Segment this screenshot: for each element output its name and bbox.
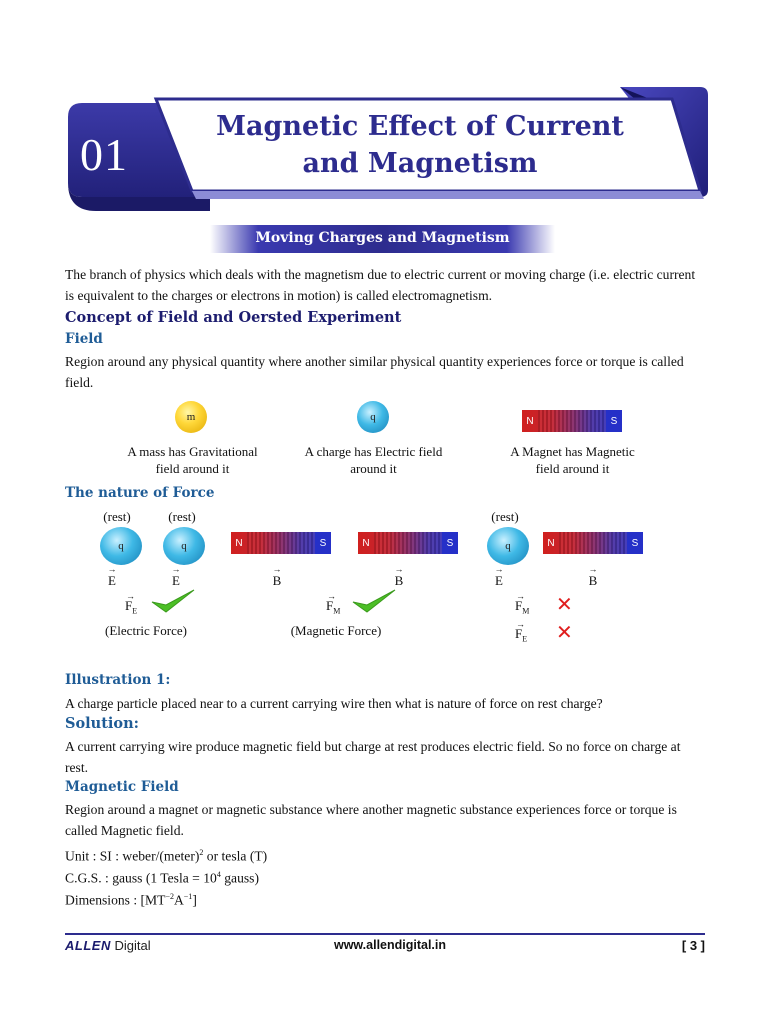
- force-magnetic: → $F_M$: [326, 591, 341, 616]
- magnet-north: N: [526, 415, 534, 427]
- bar-magnet-3: N S: [543, 532, 643, 554]
- vector-b-3: → B: [588, 564, 598, 588]
- field-paragraph: Region around any physical quantity where another similar physical quantity experiences force or torque is called field.: [65, 354, 684, 390]
- rest-label-1: (rest): [103, 509, 131, 524]
- footer-rule: [65, 933, 705, 935]
- mass-caption: A mass has Gravitational field around it: [127, 444, 258, 476]
- chapter-title-line-2: and Magnetism: [302, 148, 538, 179]
- cgs-line: C.G.S. : gauss (1 Tesla = $10^4$ gauss): [65, 870, 259, 886]
- vector-b-1: → B: [272, 564, 282, 588]
- magnet-caption: A Magnet has Magnetic field around it: [510, 444, 635, 476]
- chapter-number: 01: [80, 129, 128, 180]
- section-banner-text: Moving Charges and Magnetism: [255, 230, 510, 246]
- check-icon-electric: [150, 588, 196, 614]
- rest-label-3: (rest): [491, 509, 519, 524]
- footer-brand-suffix: Digital: [114, 938, 151, 953]
- charge-ball-3: q: [487, 527, 529, 565]
- charge-ball-1: q: [100, 527, 142, 565]
- mass-label: m: [186, 411, 196, 423]
- mass-ball: [175, 401, 207, 433]
- illustration-heading: Illustration 1:: [65, 672, 171, 688]
- concept-heading: Concept of Field and Oersted Experiment: [65, 309, 402, 326]
- cross-icon-electric: ✕: [556, 620, 573, 644]
- dimensions-line: Dimensions : $[MT^{-2}A^{-1}]$: [65, 892, 197, 908]
- vector-e-3: → E: [494, 564, 504, 588]
- magnetic-force-label: (Magnetic Force): [290, 623, 382, 638]
- vector-e-1: → E: [107, 564, 117, 588]
- magnetic-field-paragraph: Region around a magnet or magnetic substance where another magnetic substance experiences force or torque is called Magnetic field.: [65, 802, 677, 838]
- force-magnetic-rest: → $F_M$: [515, 591, 530, 616]
- force-electric: → $F_E$: [125, 591, 138, 616]
- chapter-title-line-1: Magnetic Effect of Current: [216, 111, 624, 142]
- footer-brand: [65, 938, 151, 953]
- charge-ball: [357, 401, 389, 433]
- magnet-south: S: [606, 410, 622, 432]
- cross-icon-magnetic: ✕: [556, 592, 573, 616]
- rest-label-2: (rest): [168, 509, 196, 524]
- intro-paragraph: The branch of physics which deals with the magnetism due to electric current or moving charge (i.e. electric current is equivalent to the charges or electrons in motion) is called electromagnetism.: [65, 267, 696, 303]
- allen-logo: ALLEN: [65, 938, 111, 953]
- magnetic-field-heading: Magnetic Field: [65, 779, 179, 795]
- nature-heading: The nature of Force: [65, 485, 215, 501]
- solution-paragraph: A current carrying wire produce magnetic field but charge at rest produces electric field. So no force on charge at rest.: [65, 739, 681, 775]
- chapter-title: [200, 108, 640, 182]
- field-heading: Field: [65, 331, 103, 347]
- charge-caption: A charge has Electric field around it: [304, 444, 443, 476]
- bar-magnet-2: N S: [358, 532, 458, 554]
- unit-line: Unit : SI : weber/(meter)$^2$ or tesla (T): [65, 848, 268, 864]
- vector-b-2: → B: [394, 564, 404, 588]
- electric-force-label: (Electric Force): [105, 623, 187, 638]
- force-electric-rest: → $F_E$: [515, 619, 528, 644]
- page-number: [ 3 ]: [681, 938, 705, 953]
- charge-label: q: [370, 411, 376, 423]
- check-icon-magnetic: [351, 588, 397, 614]
- illustration-paragraph: A charge particle placed near to a current carrying wire then what is nature of force on rest charge?: [65, 696, 603, 711]
- bar-magnet-1: N S: [231, 532, 331, 554]
- footer-url[interactable]: www.allendigital.in: [333, 938, 447, 952]
- charge-ball-2: q: [163, 527, 205, 565]
- solution-heading: Solution:: [65, 715, 139, 732]
- bar-magnet: [522, 410, 622, 432]
- vector-e-2: → E: [171, 564, 181, 588]
